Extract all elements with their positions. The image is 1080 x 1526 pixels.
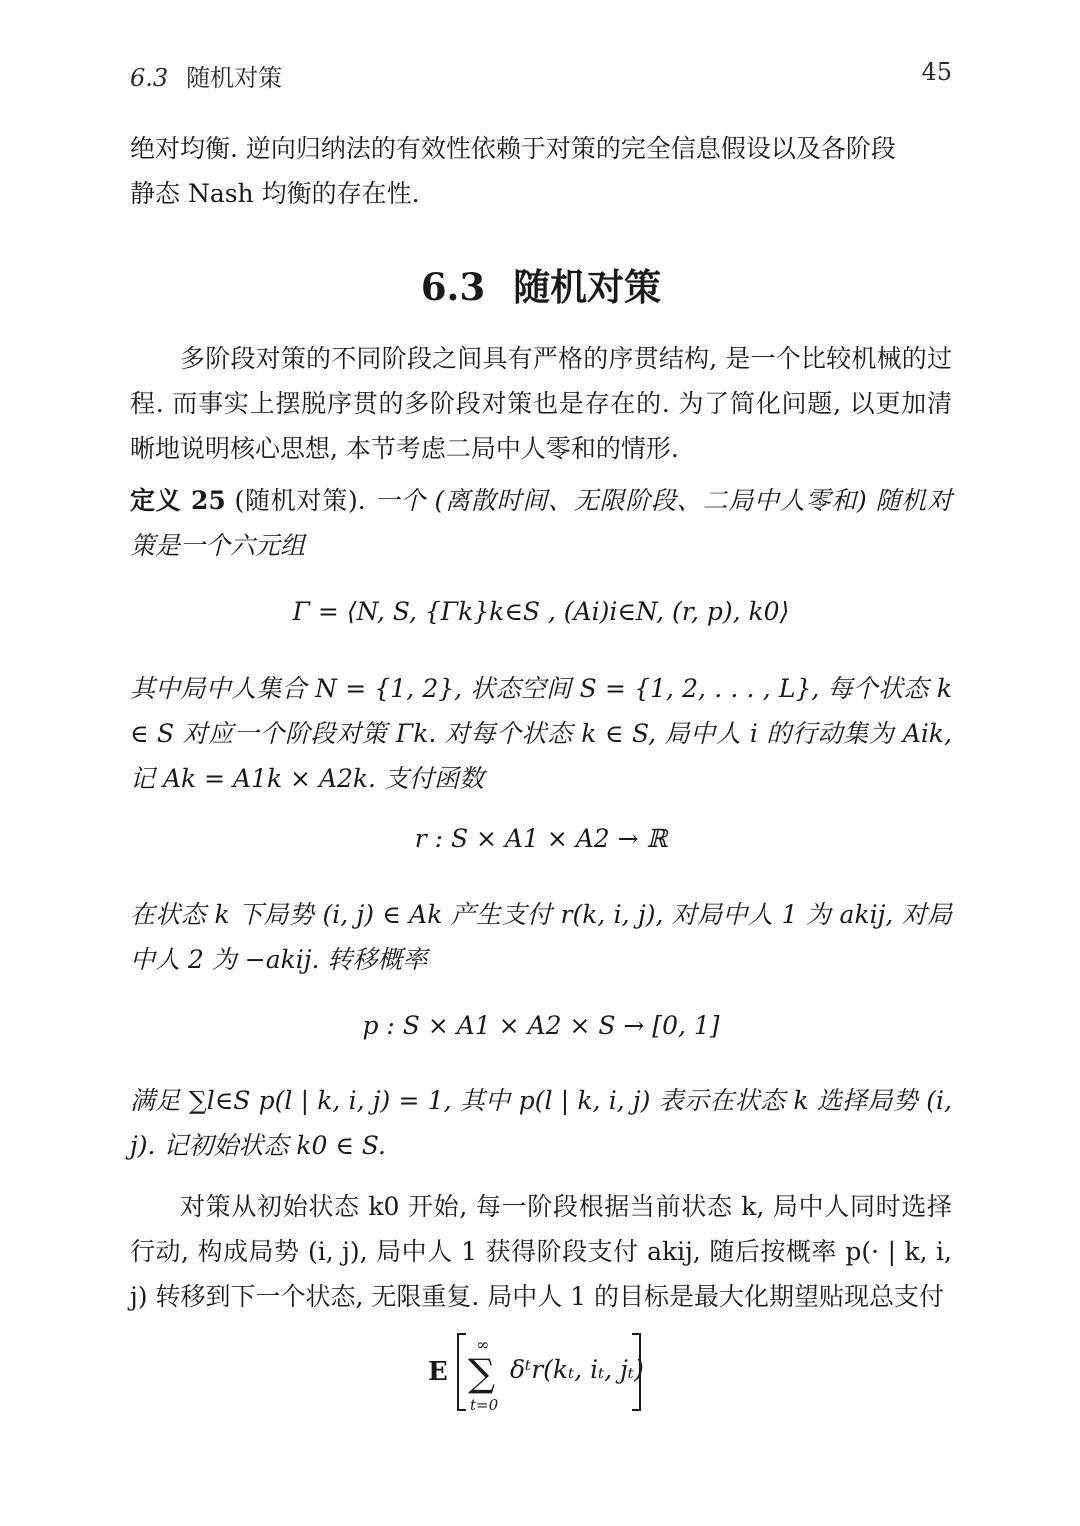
book-page: [130, 0, 952, 1526]
section-title: 随机对策: [513, 265, 662, 309]
paragraph-payoff-description: 在状态 k 下局势 (i, j) ∈ Ak 产生支付 r(k, i, j), 对局中人 1 为 akij, 对局中人 2 为 −akij. 转移概率: [130, 900, 952, 974]
sum-lower-limit: t=0: [470, 1396, 499, 1414]
paragraph-transition-condition: 满足 ∑l∈S p(l | k, i, j) = 1, 其中 p(l | k, i, j) 表示在状态 k 选择局势 (i, j). 记初始状态 k0 ∈ S.: [130, 1086, 952, 1160]
formula-payoff-function: r : S × A1 × A2 → ℝ: [414, 824, 668, 853]
header-section-name: 随机对策: [186, 64, 283, 92]
intro-line-2: 静态 Nash 均衡的存在性.: [130, 179, 420, 208]
paragraph-state-space: 其中局中人集合 N = {1, 2}, 状态空间 S = {1, 2, . . . , L}, 每个状态 k ∈ S 对应一个阶段对策 Γk. 对每个状态 k ∈ S, 局中人 i 的行动集为 Aik, 记 Ak = A1k × A2k. 支付函数: [130, 674, 952, 793]
header-section-number: 6.3: [130, 64, 169, 92]
left-bracket: [458, 1334, 466, 1410]
paragraph-overview: 多阶段对策的不同阶段之间具有严格的序贯结构, 是一个比较机械的过程. 而事实上摆脱序贯的多阶段对策也是存在的. 为了简化问题, 以更加清晰地说明核心思想, 本节考虑二局中人零和的情形.: [130, 344, 952, 463]
definition-label: 定义 25: [130, 486, 226, 515]
definition-name: (随机对策).: [234, 486, 366, 515]
formula-transition-probability: p : S × A1 × A2 × S → [0, 1]: [362, 1011, 720, 1040]
paragraph-intro: [130, 126, 952, 216]
expectation-formula-graphic: [130, 1328, 952, 1418]
definition-text: 一个 (离散时间、无限阶段、二局中人零和) 随机对策是一个六元组: [130, 486, 952, 560]
definition-25: [130, 478, 952, 568]
expectation-operator: E: [428, 1357, 448, 1387]
formula-game-tuple: Γ = ⟨N, S, {Γk}k∈S , (Ai)i∈N, (r, p), k0⟩: [292, 597, 790, 626]
running-header: [130, 58, 952, 94]
section-number: 6.3: [420, 265, 486, 309]
sum-upper-limit: ∞: [476, 1335, 490, 1354]
summation-sign: ∑: [468, 1351, 496, 1395]
summand: δᵗr(kₜ, iₜ, jₜ): [510, 1355, 644, 1384]
paragraph-game-process: 对策从初始状态 k0 开始, 每一阶段根据当前状态 k, 局中人同时选择行动, 构成局势 (i, j), 局中人 1 获得阶段支付 akij, 随后按概率 p(· | k, i, j) 转移到下一个状态, 无限重复. 局中人 1 的目标是最大化期望贴现总支付: [130, 1192, 952, 1311]
page-number: 45: [921, 58, 952, 86]
intro-line-1: 绝对均衡. 逆向归纳法的有效性依赖于对策的完全信息假设以及各阶段: [130, 134, 896, 163]
section-heading: [130, 262, 952, 312]
formula-expected-discounted-payoff: [130, 1328, 952, 1418]
